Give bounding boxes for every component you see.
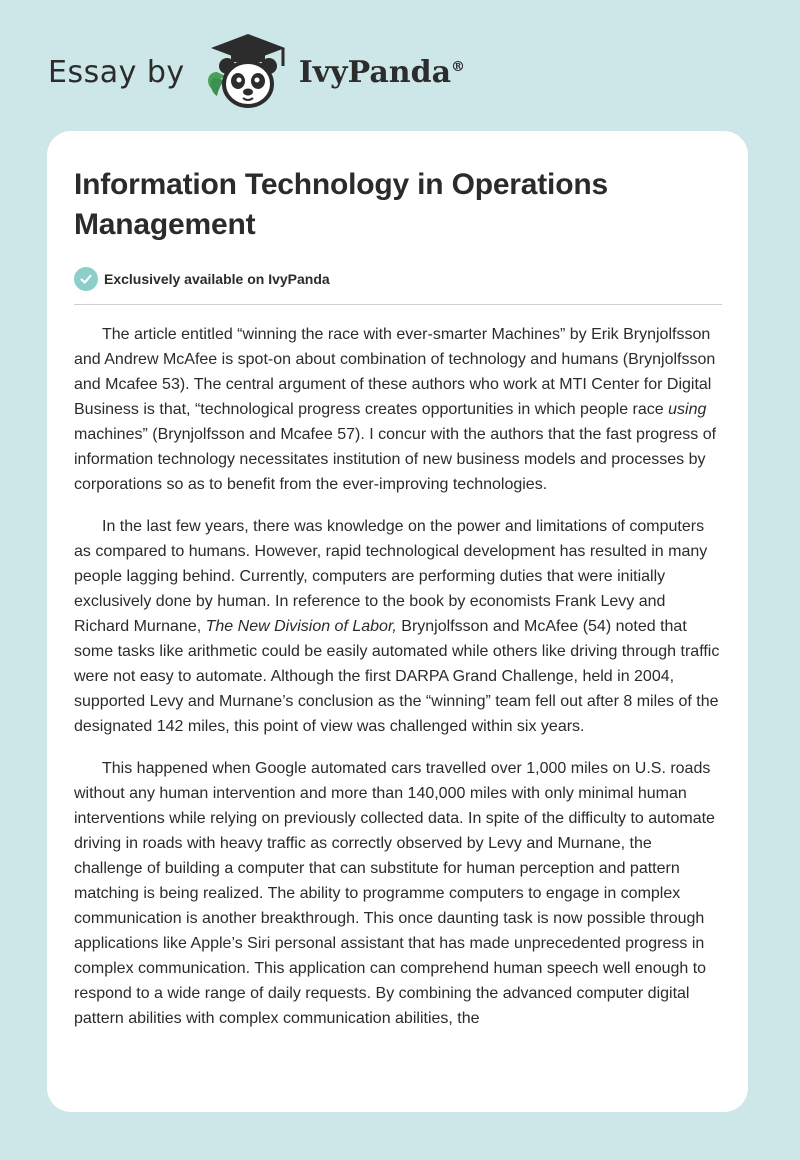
paragraph-2-text-a: In the last few years, there was knowledge on the power and limitations of computers as compared to humans. However, rapid technological development has resulted in many people lagging behind. Currently, computers are performing duties that were initially exclusively done by human. In reference to the book by economists Frank Levy and Richard Murnane, xyxy=(74,518,708,635)
availability-badge xyxy=(74,267,722,305)
paragraph-1-text-b: machines” (Brynjolfsson and Mcafee 57). I concur with the authors that the fast progress of information technology necessitates institution of new business models and processes by corporations so as to benefit from the ever-improving technologies. xyxy=(74,426,717,493)
paragraph-2 xyxy=(74,514,722,739)
check-circle-icon xyxy=(74,267,98,291)
paragraph-1-emphasis: using xyxy=(668,401,707,418)
availability-text: Exclusively available on IvyPanda xyxy=(104,271,330,287)
panda-graduate-logo-icon[interactable] xyxy=(203,32,293,112)
brand-text: IvyPanda xyxy=(298,54,452,90)
essay-by-label: Essay by xyxy=(48,54,185,90)
paragraph-2-emphasis: The New Division of Labor, xyxy=(205,618,397,635)
registered-mark: ® xyxy=(451,58,466,75)
essay-title: Information Technology in Operations Management xyxy=(74,168,608,241)
paragraph-3: This happened when Google automated cars travelled over 1,000 miles on U.S. roads without any human intervention and more than 140,000 miles with only minimal human interventions while relying on previously collected data. In spite of the difficulty to automate driving in roads with heavy traffic as correctly observed by Levy and Murnane, the challenge of building a computer that can substitute for human perception and pattern matching is being realized. The ability to programme computers to engage in complex communication is another breakthrough. This once daunting task is now possible through applications like Apple’s Siri personal assistant that has made unprecedented progress in complex communication. This application can comprehend human speech well enough to respond to a wide range of daily requests. By combining the advanced computer digital pattern abilities with complex communication abilities, the xyxy=(74,760,715,1027)
essay-body xyxy=(74,322,722,1031)
paragraph-1-text-a: The article entitled “winning the race with ever-smarter Machines” by Erik Brynjolfsson and Andrew McAfee is spot-on about combination of technology and humans (Brynjolfsson and Mcafee 53). The central argument of these authors who work at MTI Center for Digital Business is that, “technological progress creates opportunities in which people race xyxy=(74,326,716,418)
essay-card xyxy=(47,131,748,1112)
site-header xyxy=(48,32,465,112)
paragraph-1 xyxy=(74,322,722,497)
paragraph-2-text-b: Brynjolfsson and McAfee (54) noted that some tasks like arithmetic could be easily automated while others like driving through traffic were not easy to automate. Although the first DARPA Grand Challenge, held in 2004, supported Levy and Murnane’s conclusion as the “winning” team fell out after 8 miles of the designated 142 miles, this point of view was challenged within six years. xyxy=(74,618,720,735)
brand-name[interactable] xyxy=(299,55,465,90)
